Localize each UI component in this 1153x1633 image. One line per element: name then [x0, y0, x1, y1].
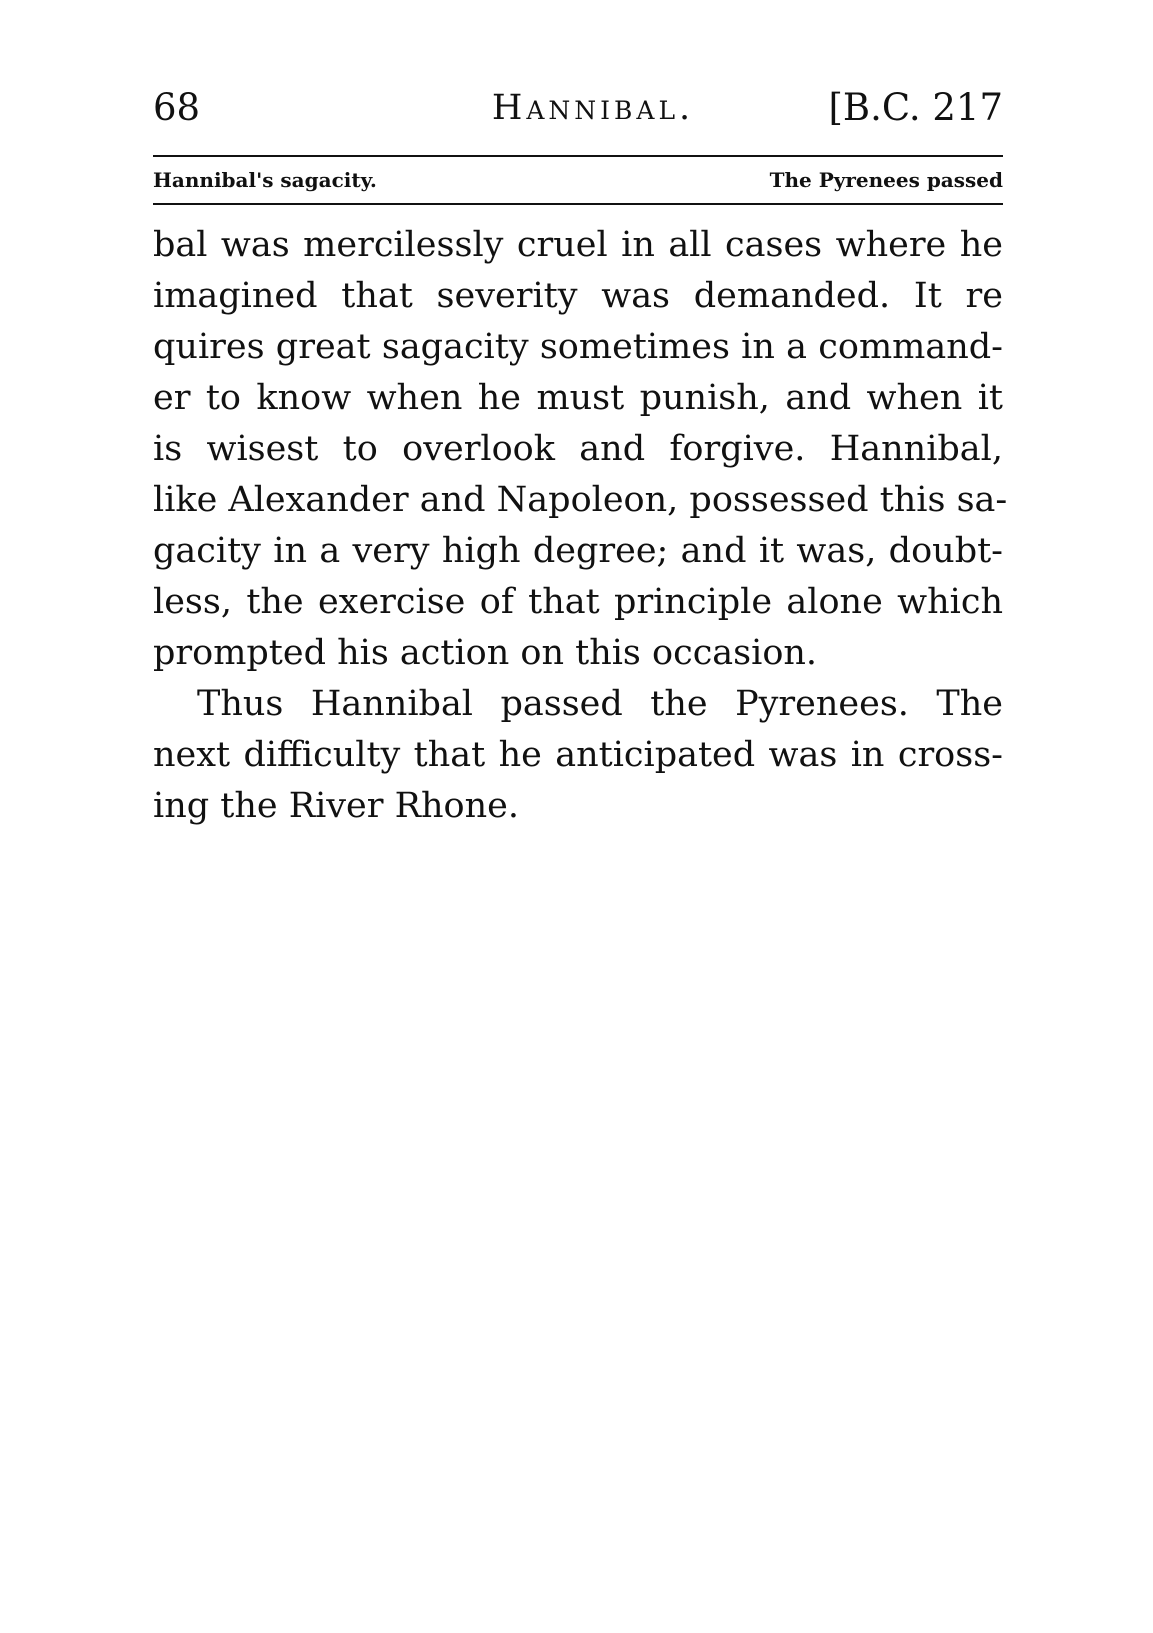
text-line: er to know when he must punish, and when it — [153, 378, 1003, 418]
page-number: 68 — [153, 86, 201, 129]
page-header — [153, 84, 1003, 144]
side-note-left: Hannibal's sagacity. — [153, 168, 377, 192]
text-line: like Alexander and Napoleon, possessed this sa- — [153, 480, 1008, 520]
text-line: imagined that severity was demanded. It re — [153, 276, 1003, 316]
text-line: less, the exercise of that principle alone which — [153, 582, 1003, 622]
body-text — [153, 220, 1008, 832]
text-line: Thus Hannibal passed the Pyrenees. The — [197, 684, 1003, 724]
text-line: prompted his action on this occasion. — [153, 633, 818, 673]
text-line: next difficulty that he anticipated was in cross- — [153, 735, 1003, 775]
text-line: bal was mercilessly cruel in all cases where he — [153, 225, 1003, 265]
running-title: Hannibal. — [491, 88, 695, 128]
side-note-right: The Pyrenees passed — [769, 168, 1003, 192]
text-line: is wisest to overlook and forgive. Hannibal, — [153, 429, 1003, 469]
text-line: ing the River Rhone. — [153, 786, 519, 826]
text-line: quires great sagacity sometimes in a command- — [153, 327, 1003, 367]
side-notes — [153, 166, 1003, 196]
paragraph-1 — [153, 220, 1008, 679]
header-rule-top — [153, 155, 1003, 157]
paragraph-2 — [153, 679, 1003, 832]
header-rule-bottom — [153, 203, 1003, 205]
text-line: gacity in a very high degree; and it was, doubt- — [153, 531, 1003, 571]
date-marker: [B.C. 217 — [828, 86, 1003, 129]
